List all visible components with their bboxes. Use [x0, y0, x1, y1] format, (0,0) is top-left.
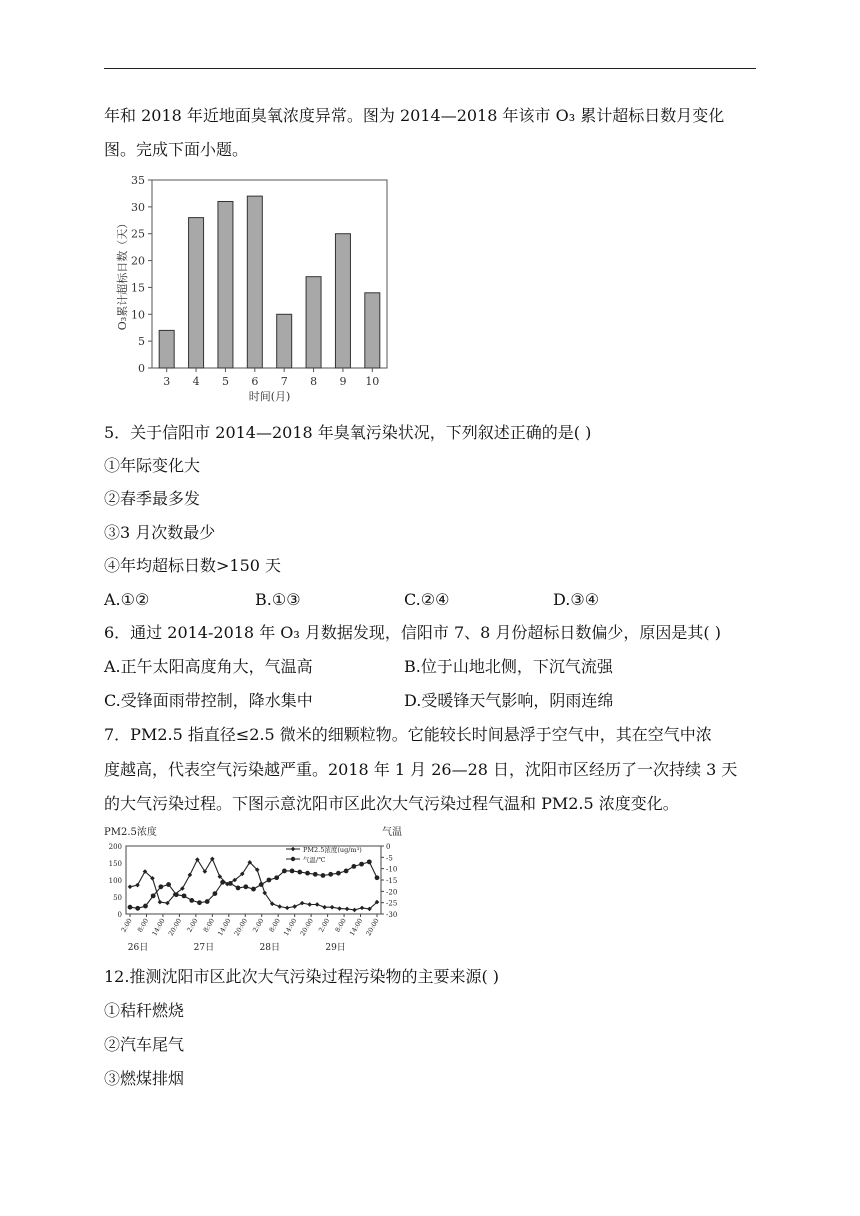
x-tick-label: 14:00: [282, 917, 299, 938]
header-rule: [104, 68, 756, 69]
pm25-point: [330, 905, 335, 910]
pm25-point: [135, 883, 140, 888]
y-tick-label: 15: [131, 281, 145, 295]
pm25-point: [158, 900, 163, 905]
q5-item-1: ①年际变化大: [104, 456, 201, 475]
q12-item-2: ②汽车尾气: [104, 1035, 185, 1054]
pm25-point: [188, 873, 193, 878]
q5-item-3: ③3 月次数最少: [104, 523, 216, 542]
x-tick-label: 3: [163, 375, 171, 388]
x-tick-label: 9: [339, 375, 347, 388]
temperature-point: [220, 880, 225, 885]
temperature-point: [158, 884, 163, 889]
temperature-point: [236, 886, 241, 891]
x-tick-label: 8:00: [333, 917, 348, 934]
x-tick-label: 10: [365, 375, 380, 388]
legend-marker-pm25: [291, 847, 296, 852]
q7-line-1: 7．PM2.5 指直径≤2.5 微米的细颗粒物。它能较长时间悬浮于空气中，其在空气中浓: [104, 725, 712, 744]
temperature-point: [274, 875, 279, 880]
pm25-point: [360, 906, 365, 911]
temperature-point: [359, 862, 364, 867]
q5-option-b: B.①③: [255, 590, 301, 609]
temperature-point: [128, 905, 133, 910]
temperature-point: [143, 904, 148, 909]
y-tick-label: 25: [131, 227, 145, 241]
temperature-point: [367, 859, 372, 864]
pm25-point: [345, 907, 350, 912]
temperature-point: [205, 899, 210, 904]
temperature-point: [135, 906, 140, 911]
x-tick-label: 5: [221, 375, 229, 388]
q5-option-d: D.③④: [553, 590, 600, 609]
day-label: 28日: [259, 943, 280, 953]
legend-marker-temp: [291, 857, 295, 861]
right-tick-label: -20: [386, 888, 398, 897]
x-tick-label: 4: [192, 375, 200, 388]
temperature-point: [328, 872, 333, 877]
bar: [218, 201, 233, 368]
pm25-point: [307, 902, 312, 907]
plot-frame: [126, 846, 381, 914]
q5-item-2: ②春季最多发: [104, 489, 201, 508]
temperature-point: [166, 882, 171, 887]
pm25-temperature-line-chart: [104, 824, 404, 956]
x-tick-label: 20:00: [232, 917, 249, 938]
temperature-point: [336, 871, 341, 876]
x-tick-label: 8:00: [135, 917, 151, 934]
day-label: 29日: [325, 943, 346, 953]
temperature-point: [305, 871, 310, 876]
right-tick-label: -5: [386, 854, 393, 863]
left-tick-label: 50: [113, 894, 122, 902]
x-tick-label: 7: [280, 375, 288, 388]
bar: [159, 330, 174, 368]
x-tick-label: 20:00: [364, 917, 381, 938]
left-tick-label: 150: [108, 860, 122, 868]
bar: [335, 234, 350, 368]
q12-item-3: ③燃煤排烟: [104, 1069, 185, 1088]
x-tick-label: 8: [310, 375, 318, 388]
temperature-point: [151, 893, 156, 898]
q6-stem: 6．通过 2014-2018 年 O₃ 月数据发现，信阳市 7、8 月份超标日数偏少，原因是其( ): [104, 623, 722, 642]
temperature-point: [290, 869, 295, 874]
left-tick-label: 100: [108, 877, 122, 885]
pm25-point: [292, 904, 297, 909]
bar: [277, 314, 292, 368]
temperature-point: [228, 881, 233, 886]
right-axis-title: 气温: [382, 827, 402, 838]
x-axis-label: 时间(月): [248, 390, 291, 403]
temperature-point: [174, 892, 179, 897]
pm25-point: [322, 905, 327, 910]
x-tick-label: 20:00: [298, 917, 315, 938]
x-tick-label: 2:00: [185, 917, 200, 934]
x-tick-label: 14:00: [216, 917, 233, 938]
temperature-point: [282, 869, 287, 874]
plot-frame: [152, 180, 387, 368]
intro-line-1: 年和 2018 年近地面臭氧浓度异常。图为 2014—2018 年该市 O₃ 累计超标日数月变化: [104, 106, 725, 125]
temperature-point: [251, 887, 256, 892]
pm25-point: [300, 901, 305, 906]
q12-stem: 12.推测沈阳市区此次大气污染过程污染物的主要来源( ): [104, 967, 500, 986]
q6-option-c: C.受锋面雨带控制，降水集中: [104, 691, 313, 710]
o3-exceedance-bar-chart: [114, 172, 394, 408]
bar: [306, 277, 321, 368]
y-axis-label: O₃累计超标日数（天）: [116, 217, 129, 331]
right-tick-label: -15: [386, 877, 398, 885]
temperature-point: [197, 900, 202, 905]
temperature-point: [259, 882, 264, 887]
pm25-point: [285, 906, 290, 911]
right-tick-label: 0: [386, 843, 391, 851]
bar: [247, 196, 262, 368]
y-tick-label: 5: [138, 335, 145, 349]
x-tick-label: 2:00: [119, 917, 134, 934]
right-tick-label: -10: [386, 865, 398, 874]
y-tick-label: 20: [131, 254, 145, 268]
x-tick-label: 2:00: [317, 917, 332, 934]
bar: [365, 293, 380, 368]
bar: [189, 218, 204, 368]
intro-line-2: 图。完成下面小题。: [104, 140, 249, 159]
pm25-point: [337, 906, 342, 911]
right-tick-label: -25: [386, 899, 398, 908]
temperature-point: [297, 870, 302, 875]
legend-label-temp: 气温/℃: [303, 856, 326, 864]
q7-line-3: 的大气污染过程。下图示意沈阳市区此次大气污染过程气温和 PM2.5 浓度变化。: [104, 794, 679, 813]
q6-option-a: A.正午太阳高度角大，气温高: [104, 657, 313, 676]
x-tick-label: 2:00: [251, 917, 266, 934]
temperature-point: [375, 875, 380, 880]
left-tick-label: 0: [117, 911, 122, 919]
q12-item-1: ①秸秆燃烧: [104, 1001, 185, 1020]
q6-option-b: B.位于山地北侧，下沉气流强: [404, 657, 613, 676]
temperature-point: [321, 873, 326, 878]
pm25-point: [277, 904, 282, 909]
left-axis-title: PM2.5浓度: [104, 827, 157, 838]
temperature-point: [351, 864, 356, 869]
q5-stem: 5．关于信阳市 2014—2018 年臭氧污染状况，下列叙述正确的是( ): [104, 423, 592, 442]
x-tick-label: 14:00: [347, 917, 365, 938]
q7-line-2: 度越高，代表空气污染越严重。2018 年 1 月 26—28 日，沈阳市区经历了一次持续 3 天: [104, 760, 738, 779]
q5-option-a: A.①②: [104, 590, 150, 609]
x-tick-label: 14:00: [150, 917, 167, 938]
pm25-point: [128, 885, 133, 890]
x-tick-label: 20:00: [166, 917, 184, 938]
day-label: 27日: [193, 943, 215, 953]
temperature-point: [267, 878, 272, 883]
legend-label-pm25: PM2.5浓度(ug/m³): [303, 846, 362, 854]
y-tick-label: 35: [131, 174, 145, 187]
left-tick-label: 200: [108, 843, 122, 851]
temperature-point: [243, 884, 248, 889]
pm25-point: [315, 902, 320, 907]
y-tick-label: 30: [131, 200, 145, 214]
pm25-point: [352, 908, 357, 913]
temperature-point: [344, 869, 349, 874]
x-tick-label: 6: [251, 375, 259, 388]
q5-option-c: C.②④: [404, 590, 450, 609]
temperature-point: [182, 893, 187, 898]
temperature-point: [189, 898, 194, 903]
day-label: 26日: [127, 943, 149, 953]
q6-option-d: D.受暖锋天气影响，阴雨连绵: [404, 691, 614, 710]
x-tick-label: 8:00: [201, 917, 217, 934]
temperature-point: [313, 872, 318, 877]
q5-item-4: ④年均超标日数>150 天: [104, 556, 282, 575]
temperature-point: [213, 891, 218, 896]
y-tick-label: 10: [131, 308, 145, 322]
x-tick-label: 8:00: [267, 917, 282, 934]
y-tick-label: 0: [138, 362, 145, 375]
right-tick-label: -30: [386, 911, 398, 919]
